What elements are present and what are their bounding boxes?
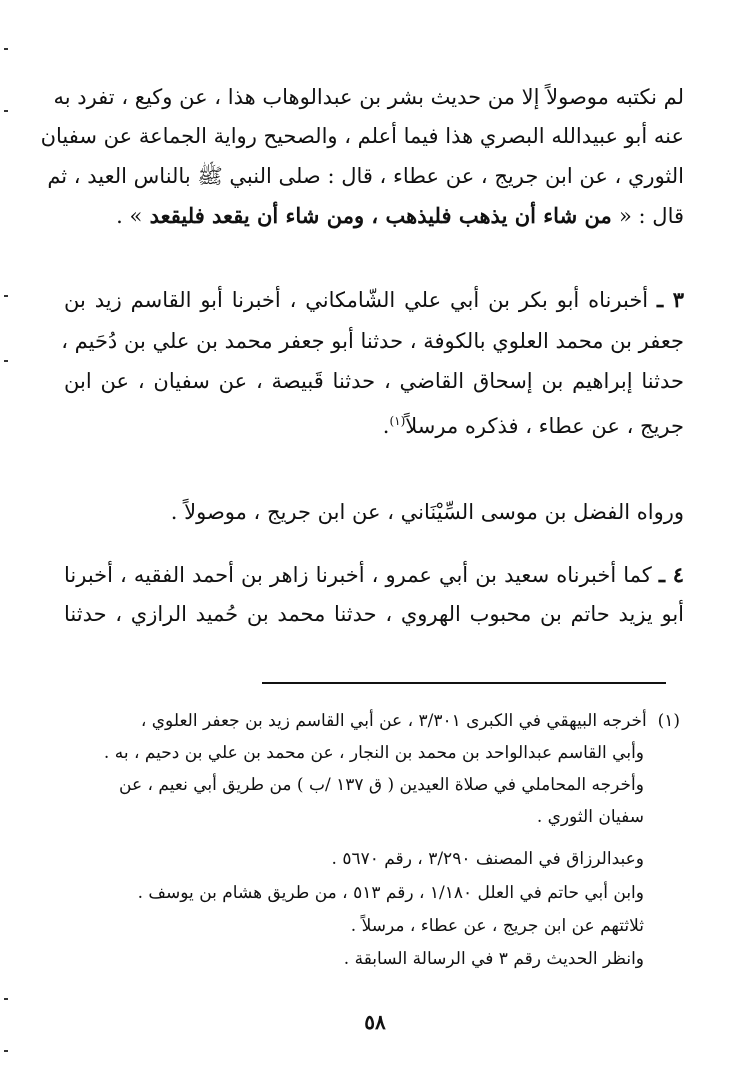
hadith-text: أخبرناه أبو بكر بن أبي علي الشّامكاني ، أخبرنا أبو القاسم زيد بن (64, 288, 658, 312)
line-end: . (382, 414, 390, 438)
footnote-line: ثلاثتهم عن ابن جريج ، عن عطاء ، مرسلاً . (350, 916, 644, 936)
footnote-line: وأخرجه المحاملي في صلاة العيدين ( ق ١٣٧ /ب ) من طريق أبي نعيم ، عن (119, 775, 644, 795)
main-text-line: الثوري ، عن ابن جريج ، عن عطاء ، قال : صلى النبي ﷺ بالناس العيد ، ثم (47, 164, 684, 188)
scan-mark (4, 295, 8, 297)
main-text-line: عنه أبو عبيدالله البصري هذا فيما أعلم ، والصحيح رواية الجماعة عن سفيان (40, 124, 684, 148)
page-number: ٥٨ (364, 1010, 386, 1034)
main-text-line: أبو يزيد حاتم بن محبوب الهروي ، حدثنا محمد بن حُميد الرازي ، حدثنا (64, 602, 684, 626)
main-text-line: حدثنا إبراهيم بن إسحاق القاضي ، حدثنا قَبيصة ، عن سفيان ، عن ابن (64, 369, 684, 393)
hadith-quote: من شاء أن يذهب فليذهب ، ومن شاء أن يقعد فليقعد (142, 203, 620, 228)
footnote-reference[interactable]: (١) (389, 414, 406, 428)
footnote-separator (262, 682, 666, 684)
hadith-3-line (64, 285, 684, 315)
scan-mark (4, 1050, 8, 1052)
footnote-line: وعبدالرزاق في المصنف ٣/٢٩٠ ، رقم ٥٦٧٠ . (331, 849, 644, 869)
scan-mark (4, 360, 8, 362)
main-text-line: لم نكتبه موصولاً إلا من حديث بشر بن عبدالوهاب هذا ، عن وكيع ، تفرد به (53, 85, 684, 109)
footnote-line (65, 708, 680, 734)
footnote-text: أخرجه البيهقي في الكبرى ٣/٣٠١ ، عن أبي القاسم زيد بن جعفر العلوي ، (140, 711, 647, 731)
hadith-4-line (64, 560, 684, 590)
footnote-marker: (١) (657, 711, 680, 731)
hadith-text: كما أخبرناه سعيد بن أبي عمرو ، أخبرنا زاهر بن أحمد الفقيه ، أخبرنا (64, 563, 659, 587)
footnote-line: وأبي القاسم عبدالواحد بن محمد بن النجار ، عن محمد بن علي بن دحيم ، به . (103, 743, 644, 763)
scan-mark (4, 998, 8, 1000)
quote-open: قال : « (619, 204, 684, 228)
main-text-line (64, 201, 684, 231)
main-text-line (64, 406, 684, 441)
line-text: جريج ، عن عطاء ، فذكره مرسلاً (405, 414, 684, 438)
footnote-line: وابن أبي حاتم في العلل ١/١٨٠ ، رقم ٥١٣ ، من طريق هشام بن يوسف . (137, 883, 644, 903)
hadith-number: ٤ ـ (658, 562, 684, 587)
footnote-line: سفيان الثوري . (536, 807, 644, 827)
hadith-number: ٣ ـ (657, 287, 685, 312)
main-text-line: جعفر بن محمد العلوي بالكوفة ، حدثنا أبو جعفر محمد بن علي بن دُحَيم ، (61, 329, 684, 353)
scan-mark (4, 48, 8, 50)
quote-close: » . (116, 204, 143, 228)
main-text-line: ورواه الفضل بن موسى السِّيْنَاني ، عن ابن جريج ، موصولاً . (170, 500, 684, 524)
scan-mark (4, 110, 8, 112)
footnote-line: وانظر الحديث رقم ٣ في الرسالة السابقة . (343, 949, 644, 969)
